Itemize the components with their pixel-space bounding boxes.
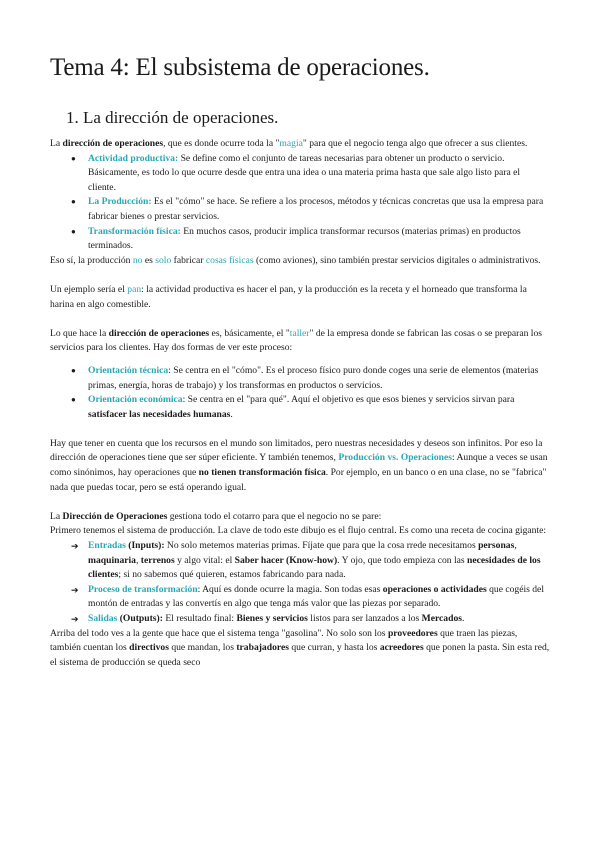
- text: Eso sí, la producción: [50, 254, 133, 266]
- text: gestiona todo el cotarro para que el negocio no se pare:: [167, 510, 382, 522]
- list-item: [88, 225, 550, 254]
- bold-term: dirección de operaciones: [62, 138, 164, 149]
- text: listos para ser lanzados a los: [307, 613, 422, 624]
- production-flow-list: [50, 539, 550, 627]
- text: (como aviones), sino también prestar servicios digitales o administrativos.: [253, 254, 541, 266]
- text: fabricar: [171, 254, 206, 266]
- text: Lo que hace la: [50, 327, 109, 339]
- section-heading: 1. La dirección de operaciones.: [66, 108, 279, 127]
- list-item: [88, 195, 550, 224]
- bold-term: satisfacer las necesidades humanas: [88, 408, 231, 420]
- text: Arriba del todo ves a la gente que hace que el sistema tenga "gasolina". No solo son los: [50, 627, 388, 639]
- text: y algo vital: el: [174, 554, 235, 566]
- text: : Aquí es donde ocurre la magia. Son todas esas: [197, 583, 383, 595]
- bold-term: maquinaria: [88, 554, 136, 566]
- list-item: [88, 152, 550, 196]
- text: es: [142, 254, 156, 266]
- bold-term: dirección de operaciones: [108, 327, 210, 339]
- bold-term: personas: [478, 540, 515, 552]
- highlight-term: taller: [289, 327, 310, 339]
- text: . Y ojo, que todo empieza con las: [337, 554, 468, 566]
- text: .: [461, 613, 465, 624]
- highlight-term: pan: [127, 283, 142, 295]
- text: que traen las piezas, también cuentan los: [50, 627, 518, 654]
- text: " para que el negocio tenga algo que ofrecer a sus clientes.: [302, 138, 528, 149]
- highlight-term: solo: [155, 254, 172, 266]
- text: Es el "cómo" se hace. Se refiere a los procesos, métodos y técnicas concretas que usa la empresa para fabricar bienes o prestar servicios.: [88, 196, 544, 222]
- text: es, básicamente, el ": [209, 327, 290, 339]
- text: que ponen la pasta. Sin esta red, el sistema de producción se queda seco: [50, 642, 550, 668]
- list-item: [88, 393, 550, 422]
- paragraph-services: [50, 254, 550, 269]
- bold-term: proveedores: [387, 627, 438, 639]
- paragraph-management: [50, 510, 550, 539]
- text: El resultado final:: [162, 613, 237, 624]
- orientation-list: [50, 364, 550, 422]
- text: Se define como el conjunto de tareas necesarias para obtener un producto o servicio. Básicamente, es todo lo que ocurre desde que entra una idea o una materia prima hasta que sale algo listo para el cliente.: [88, 152, 521, 193]
- text: , que es donde ocurre toda la ": [163, 138, 280, 149]
- bold-term: (Inputs):: [125, 540, 165, 552]
- text: Hay que tener en cuenta que los recursos en el mundo son limitados, pero nuestras necesidades y deseos son infinitos. Por eso la dirección de operaciones tiene que ser súper eficiente. Y también tenemos,: [50, 437, 543, 464]
- bold-term: acreedores: [379, 642, 424, 654]
- paragraph-example: [50, 283, 550, 312]
- highlight-term: Orientación económica: [88, 394, 183, 406]
- text: . Por ejemplo, en un banco o en una clase, no se "fabrica" nada que puedas tocar, pero se está operando igual.: [50, 467, 547, 493]
- bold-term: operaciones o actividades: [382, 583, 487, 595]
- text: : Aunque a veces se usan como sinónimos, hay operaciones que: [50, 452, 548, 479]
- list-item: [88, 583, 550, 612]
- list-item: [88, 539, 550, 583]
- bold-term: Dirección de Operaciones: [62, 510, 168, 522]
- intro-paragraph: [50, 137, 550, 152]
- bold-term: no tienen transformación física: [198, 467, 326, 479]
- text: : Se centra en el "cómo". Es el proceso físico puro donde coges una serie de elementos (materias primas, energía, horas de trabajo) y los transformas en productos o servicios.: [88, 364, 539, 391]
- bold-term: Saber hacer (Know-how): [234, 554, 338, 566]
- text: : Se centra en el "para qué". Aquí el objetivo es que esos bienes y servicios sirvan para: [182, 394, 515, 406]
- text: " de la empresa donde se fabrican las cosas o se preparan los servicios para los clientes. Hay dos formas de ver este proceso:: [50, 327, 542, 354]
- bold-term: Mercados: [421, 613, 462, 624]
- document-title: Tema 4: El subsistema de operaciones.: [50, 54, 430, 81]
- text: .: [230, 408, 233, 420]
- text: ,: [514, 540, 517, 552]
- definitions-list: [50, 152, 550, 254]
- bold-term: trabajadores: [236, 642, 289, 654]
- highlight-term: Orientación técnica: [88, 364, 169, 376]
- text: Un ejemplo sería el: [50, 283, 128, 295]
- highlight-term: Salidas: [88, 613, 118, 624]
- highlight-term: Entradas: [88, 540, 126, 552]
- text: que curran, y hasta los: [288, 642, 380, 654]
- highlight-term: Actividad productiva:: [88, 152, 179, 164]
- highlight-term: Producción vs. Operaciones: [338, 452, 452, 464]
- paragraph-workshop: [50, 327, 550, 356]
- bold-term: Bienes y servicios: [236, 613, 308, 624]
- highlight-term: La Producción:: [88, 196, 152, 208]
- text: : la actividad productiva es hacer el pan, y la producción es la receta y el horneado que transforma la harina en algo comestible.: [50, 283, 527, 310]
- text: ; si no sabemos qué quieren, estamos fabricando para nada.: [118, 569, 346, 581]
- text: La: [50, 510, 63, 522]
- highlight-term: Proceso de transformación: [88, 583, 198, 595]
- text: La: [50, 138, 63, 149]
- text: En muchos casos, producir implica transformar recursos (materias primas) en productos terminados.: [88, 225, 521, 252]
- bold-term: (Outputs):: [117, 613, 163, 624]
- highlight-term: Transformación física:: [88, 225, 181, 237]
- text: que mandan, los: [168, 642, 237, 654]
- bold-term: terrenos: [140, 554, 175, 566]
- highlight-term: magia: [279, 138, 303, 149]
- highlight-term: cosas físicas: [205, 254, 254, 266]
- paragraph-stakeholders: [50, 627, 550, 671]
- text: No solo metemos materias primas. Fíjate que para que la cosa rrede necesitamos: [164, 540, 479, 552]
- text: Primero tenemos el sistema de producción. La clave de todo este dibujo es el flujo central. Es como una receta de cocina gigante:: [50, 525, 547, 537]
- list-item: [88, 612, 550, 627]
- bold-term: necesidades de los clientes: [88, 554, 541, 581]
- text: que cogéis del montón de entradas y las convertís en algo que tenga más valor que las piezas por separado.: [88, 583, 544, 610]
- text: ,: [135, 554, 141, 566]
- bold-term: directivos: [129, 642, 169, 654]
- list-item: [88, 364, 550, 393]
- paragraph-resources: [50, 437, 550, 495]
- highlight-term: no: [132, 254, 143, 266]
